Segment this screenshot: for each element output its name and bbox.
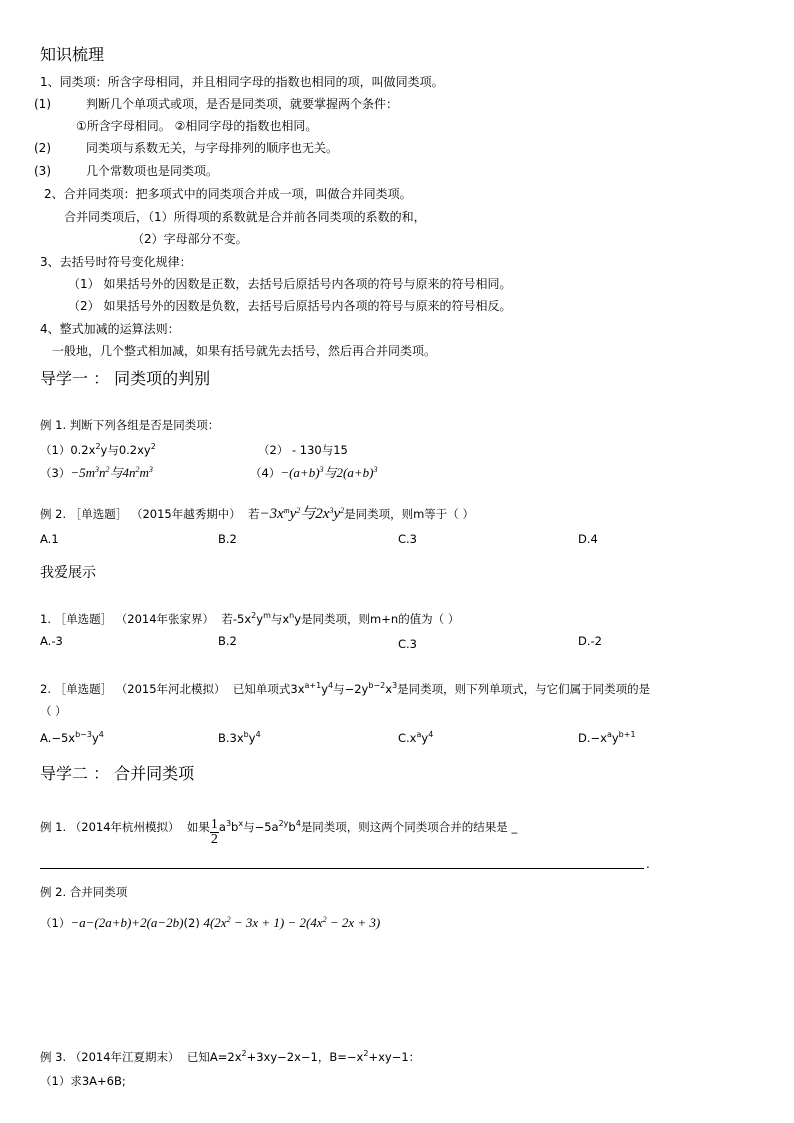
definition-combine: 2、合并同类项：把多项式中的同类项合并成一项，叫做合并同类项。 xyxy=(44,187,412,201)
example-1-item-4: $(4)-(a+b)^3$与$2(a+b)^3$ xyxy=(250,465,378,480)
showcase-question-2: 2. ［单选题］ （2015年河北模拟） 已知单项式$3x^{a+1}y^4$与$-2y^{b-2}x^3$是同类项，则下列单项式，与它们属于同类项的是 xyxy=(40,681,651,696)
example-1-label: 例 1. 判断下列各组是否是同类项： xyxy=(40,418,220,432)
option-b[interactable]: B.2 xyxy=(218,532,237,546)
combine-rule-1: 合并同类项后，（1）所得项的系数就是合并前各同类项的系数的和， xyxy=(64,210,426,224)
example-1-item-3: $(3)-5m^3n^2$与$4n^2m^3$ xyxy=(40,465,153,480)
bracket-rule-negative: （2） 如果括号外的因数是负数，去括号后原括号内各项的符号与原来的符号相反。 xyxy=(68,299,512,313)
example-1-item-2: （2） - 130与15 xyxy=(258,443,348,457)
definition-like-terms: 1、同类项：所含字母相同，并且相同字母的指数也相同的项，叫做同类项。 xyxy=(40,75,444,89)
note-constants: 几个常数项也是同类项。 xyxy=(86,164,219,178)
option-a[interactable]: $A.-5x^{b-3}y^4$ xyxy=(40,730,104,745)
option-a[interactable]: A.-3 xyxy=(40,634,63,648)
option-c[interactable]: C.3 xyxy=(398,532,418,546)
option-d[interactable]: D.-2 xyxy=(578,634,602,648)
question-2-paren: （ ） xyxy=(40,704,67,718)
guide2-example-2-items: （1）−a−(2a+b)+2(a−2b)(2) $4(2x^2 - 3x + 1) - 2(4x^2 - 2x + 3)$ xyxy=(40,915,381,930)
guide2-example-3-part-1: （1）求3A+6B; xyxy=(40,1074,126,1088)
condition-intro: 判断几个单项式或项，是否是同类项，就要掌握两个条件： xyxy=(86,97,399,111)
section-title-summary: 知识梳理 xyxy=(40,45,105,64)
conditions: ①所含字母相同。 ②相同字母的指数也相同。 xyxy=(76,119,318,133)
note-coefficient: 同类项与系数无关，与字母排列的顺序也无关。 xyxy=(86,141,339,155)
example-2-question: 例 2. ［单选题］ （2015年越秀期中） 若$-3x^my^2$与$2x^3y^2$是同类项，则m等于（ ） xyxy=(40,506,474,522)
option-b[interactable]: $B.3x^by^4$ xyxy=(218,730,261,745)
section-title-showcase: 我爱展示 xyxy=(40,565,96,581)
list-mark: (2) xyxy=(34,141,51,155)
section-title-guide1: 导学一 ： 同类项的判别 xyxy=(40,369,211,388)
option-d[interactable]: D.4 xyxy=(578,532,598,546)
bracket-rules-title: 3、去括号时符号变化规律： xyxy=(40,255,192,269)
option-a[interactable]: A.1 xyxy=(40,532,59,546)
option-d[interactable]: $D.-x^ay^{b+1}$ xyxy=(578,730,636,745)
option-b[interactable]: B.2 xyxy=(218,634,237,648)
line-end-period: . xyxy=(646,857,650,871)
example-1-item-1: $(1)0.2x^2y$与$0.2xy^2$ xyxy=(40,442,156,457)
guide2-example-1: 例 1. （2014年杭州模拟） 如果 $\frac{1}{2}$ $a^3b^x$与$-5a^{2y}b^4$是同类项，则这两个同类项合并的结果是 _ xyxy=(40,817,518,847)
guide2-example-2-label: 例 2. 合并同类项 xyxy=(40,885,128,899)
option-c[interactable]: C.3 xyxy=(398,637,418,651)
fraction-one-half: $\frac{1}{2}$ xyxy=(210,817,218,847)
option-c[interactable]: $C.x^ay^4$ xyxy=(398,730,434,745)
showcase-question-1: 1. ［单选题］ （2014年张家界） 若$-5x^2y^m$与$x^ny$是同类项，则m+n的值为（ ） xyxy=(40,611,460,626)
operation-rule: 一般地，几个整式相加减，如果有括号就先去括号，然后再合并同类项。 xyxy=(52,344,437,358)
answer-blank-line[interactable] xyxy=(40,868,644,869)
section-title-guide2: 导学二 ： 合并同类项 xyxy=(40,764,195,783)
bracket-rule-positive: （1） 如果括号外的因数是正数，去括号后原括号内各项的符号与原来的符号相同。 xyxy=(68,277,512,291)
list-mark: (3) xyxy=(34,164,51,178)
guide2-example-3: 例 3. （2014年江夏期末） 已知$A=2x^2+3xy-2x-1$，$B=-x^2+xy-1$： xyxy=(40,1049,421,1064)
list-mark: (1) xyxy=(34,97,51,111)
operation-rule-title: 4、整式加减的运算法则： xyxy=(40,322,180,336)
combine-rule-2: （2）字母部分不变。 xyxy=(132,232,248,246)
